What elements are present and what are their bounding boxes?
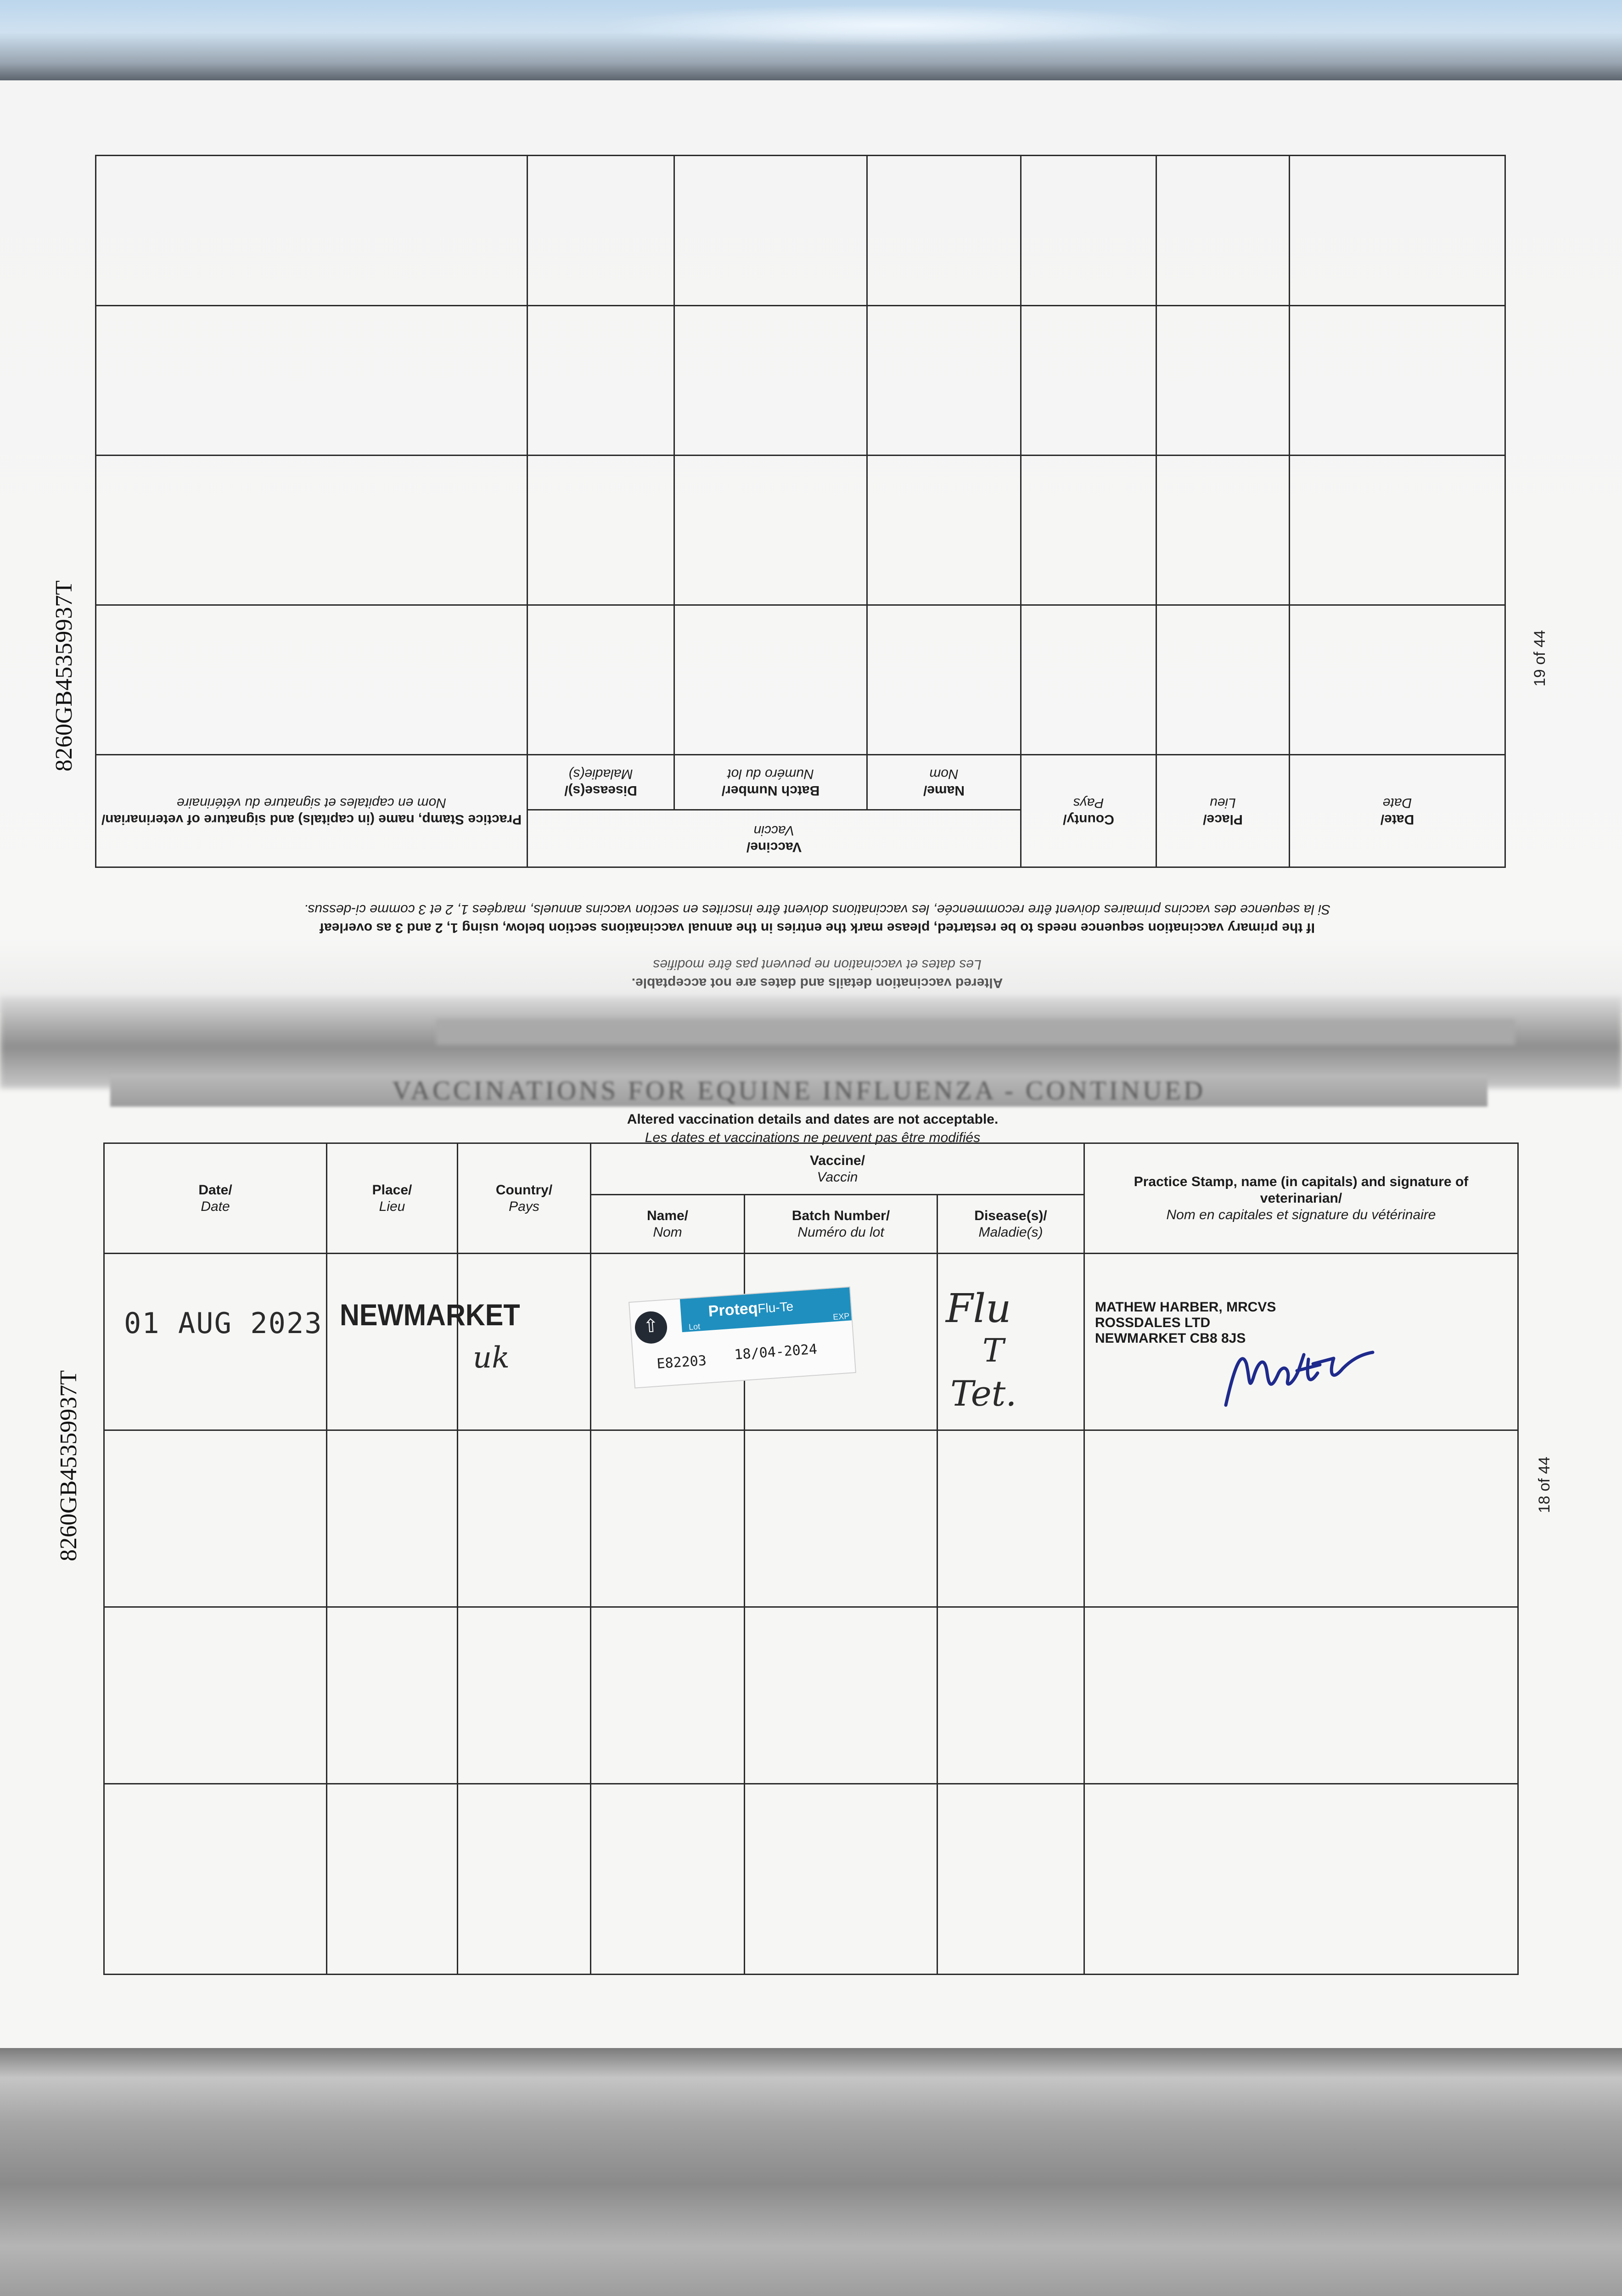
- bleed-through-heading: [436, 1019, 1515, 1045]
- label-batch-number: E82203: [656, 1352, 707, 1373]
- vaccination-table-top-wrapper: [96, 156, 1506, 868]
- table-row: [96, 156, 1505, 306]
- header-disease: Disease(s)/ Maladie(s): [937, 1195, 1084, 1254]
- restart-note-top: If the primary vaccination sequence needs to be restarted, please mark the entries in the annual vaccinations section below, using 1, 2 and 3 as overleaf Si la sequence des vaccins primaires doivent être recommencée, les vaccinations doivent être inscrites en section vaccins annuels, marqées 1, 2 et 3 comme ci-dessus.: [303, 902, 1331, 935]
- page-number-top: 19 of 44: [1531, 630, 1549, 687]
- booklet-cover-edge-bottom: [0, 2048, 1622, 2296]
- section-title: VACCINATIONS FOR EQUINE INFLUENZA - CONTINUED: [110, 1075, 1487, 1107]
- label-brand: ProteqFlu-Te: [707, 1299, 794, 1320]
- entry-disease-2: T: [982, 1332, 1004, 1369]
- entry-date-stamp: 01 AUG 2023: [124, 1306, 323, 1340]
- header-batch: Batch Number/ Numéro du lot: [745, 1195, 937, 1254]
- table-row: [104, 1784, 1518, 1975]
- vaccination-table-bottom: [103, 1142, 1519, 1975]
- notice-bottom: Altered vaccination details and dates are not acceptable. Les dates et vaccinations ne peuvent pas être modifiés: [627, 1112, 999, 1145]
- header-date-top: Date/ Date: [1290, 755, 1505, 867]
- header-place: Place/ Lieu: [327, 1143, 458, 1254]
- header-practice: Practice Stamp, name (in capitals) and signature of veterinarian/ Nom en capitales et signature du vétérinaire: [1084, 1143, 1518, 1254]
- table-row: [104, 1430, 1518, 1607]
- header-date: Date/ Date: [104, 1143, 327, 1254]
- header-place-top: Place/ Lieu: [1156, 755, 1290, 867]
- entry-disease-3: Tet.: [950, 1373, 1017, 1414]
- table-row: [96, 306, 1505, 456]
- header-country-top: County/ Pays: [1021, 755, 1156, 867]
- header-disease-top: Disease(s)/ Maladie(s): [528, 755, 674, 810]
- manufacturer-logo-icon: ⇧: [634, 1310, 668, 1345]
- vet-practice-stamp: MATHEW HARBER, MRCVS ROSSDALES LTD NEWMARKET CB8 8JS: [1095, 1300, 1276, 1346]
- header-practice-top: Practice Stamp, name (in capitals) and signature of veterinarian/ Nom en capitales et signature du vétérinaire: [96, 755, 528, 867]
- header-vaccine-top: Vaccine/ Vaccin: [528, 810, 1021, 867]
- header-vaccine: Vaccine/ Vaccin: [591, 1143, 1084, 1195]
- table-row: [96, 456, 1505, 605]
- page-number-bottom: 18 of 44: [1536, 1457, 1553, 1513]
- vet-signature: [1221, 1336, 1377, 1419]
- header-name-top: Name/ Nom: [867, 755, 1021, 810]
- entry-disease-1: Flu: [946, 1286, 1011, 1332]
- document-number-bottom: 8260GB45359937T: [56, 1370, 82, 1561]
- table-row: [96, 605, 1505, 755]
- notice-top: Altered vaccination details and dates are not acceptable. Les dates et vaccination ne peuvent pas être modifies: [631, 957, 1003, 990]
- vaccine-batch-label: [629, 1286, 856, 1388]
- document-number-top: 8260GB45359937T: [51, 580, 77, 771]
- entry-country-handwritten: uk: [473, 1341, 510, 1375]
- header-name: Name/ Nom: [591, 1195, 745, 1254]
- label-lot-caption: Lot: [688, 1322, 701, 1332]
- label-exp-caption: EXP: [832, 1311, 850, 1322]
- label-expiry-date: 18/04-2024: [734, 1341, 818, 1363]
- vaccination-table-top: [95, 155, 1506, 868]
- entry-place-stamp: NEWMARKET: [340, 1298, 520, 1332]
- header-country: Country/ Pays: [458, 1143, 591, 1254]
- header-batch-top: Batch Number/ Numéro du lot: [674, 755, 867, 810]
- table-row: [104, 1607, 1518, 1784]
- cover-sheen: [597, 5, 1194, 46]
